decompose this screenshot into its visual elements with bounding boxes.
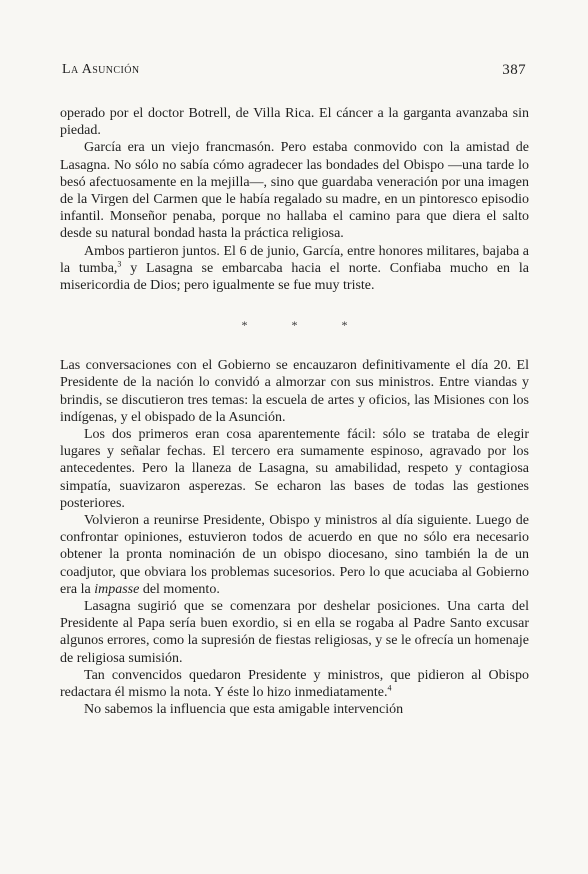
separator-asterisk-1: * xyxy=(241,318,248,333)
running-header xyxy=(62,62,526,82)
paragraph-letter-suggestion: Lasagna sugirió que se comenzara por deshelar posiciones. Una carta del Presidente al Papa sería buen exordio, si en ella se rogaba al Padre Santo excusar algunos errores, como la supresión de fiestas religiosas, y se le ofrecía un homenaje de religiosa sumisión. xyxy=(60,599,529,666)
paragraph-government-talks: Las conversaciones con el Gobierno se encauzaron definitivamente el día 20. El Presidente de la nación lo convidó a almorzar con sus ministros. Entre viandas y brindis, se discutieron tres temas: la escuela de artes y oficios, las Misiones con los indígenas, y el obispado de la Asunción. xyxy=(60,358,529,425)
paragraph-continuation: operado por el doctor Botrell, de Villa Rica. El cáncer a la garganta avanzaba sin piedad. xyxy=(60,106,529,139)
paragraph-second-meeting xyxy=(60,512,529,598)
paragraph-second-meeting-text-a: Volvieron a reunirse Presidente, Obispo y ministros al día siguiente. Luego de confrontar opiniones, estuvieron todos de acuerdo en que no sólo era necesario obtener la pronta nominación de un obispo diocesano, sino también la de un coadjutor, que obviara los problemas sucesorios. Pero lo que acuciaba al Gobierno era la xyxy=(60,513,529,597)
paragraph-note-drafted-text: Tan convencidos quedaron Presidente y ministros, que pidieron al Obispo redactara él mismo la nota. Y éste lo hizo inmediatamente. xyxy=(60,667,529,701)
paragraph-departure-text-a: Ambos partieron juntos. El 6 de junio, García, entre honores militares, bajaba a la tumba, xyxy=(60,243,529,276)
emphasized-word: impasse xyxy=(94,581,140,597)
paragraph-final-line: No sabemos la influencia que esta amigable intervención xyxy=(84,702,404,718)
paragraph-departure xyxy=(60,243,529,295)
footnote-reference-4: 4 xyxy=(387,683,392,693)
section-separator xyxy=(60,294,529,357)
paragraph-note-drafted xyxy=(60,667,529,701)
separator-asterisk-3: * xyxy=(341,318,348,333)
paragraph-second-meeting-text-b: del momento. xyxy=(139,581,220,597)
page-body xyxy=(60,105,529,719)
paragraph-garcia: García era un viejo francmasón. Pero estaba conmovido con la amistad de Lasagna. No sólo no sabía cómo agradecer las bondades del Obispo —una tarde lo besó afectuosamente en la mejilla—, sino que guardaba veneración por una imagen de la Virgen del Carmen que le había regalado su madre, en un pintoresco episodio infantil. Monseñor penaba, porque no hallaba el camino para que diera el salto desde su natural bondad hasta la práctica religiosa. xyxy=(60,140,529,242)
running-title: La Asunción xyxy=(62,62,140,77)
separator-asterisk-2: * xyxy=(291,318,298,333)
paragraph-departure-text-b: y Lasagna se embarcaba hacia el norte. Confiaba mucho en la misericordia de Dios; pero igualmente se fue muy triste. xyxy=(60,260,529,294)
page-number: 387 xyxy=(502,62,526,78)
footnote-reference-3: 3 xyxy=(117,259,122,269)
paragraph-three-topics: Los dos primeros eran cosa aparentemente fácil: sólo se trataba de elegir lugares y señalar fechas. El tercero era sumamente espinoso, agravado por los antecedentes. Pero la llaneza de Lasagna, su amabilidad, respeto y contagiosa simpatía, suavizaron asperezas. Se echaron las bases de todas las gestiones posteriores. xyxy=(60,427,529,511)
